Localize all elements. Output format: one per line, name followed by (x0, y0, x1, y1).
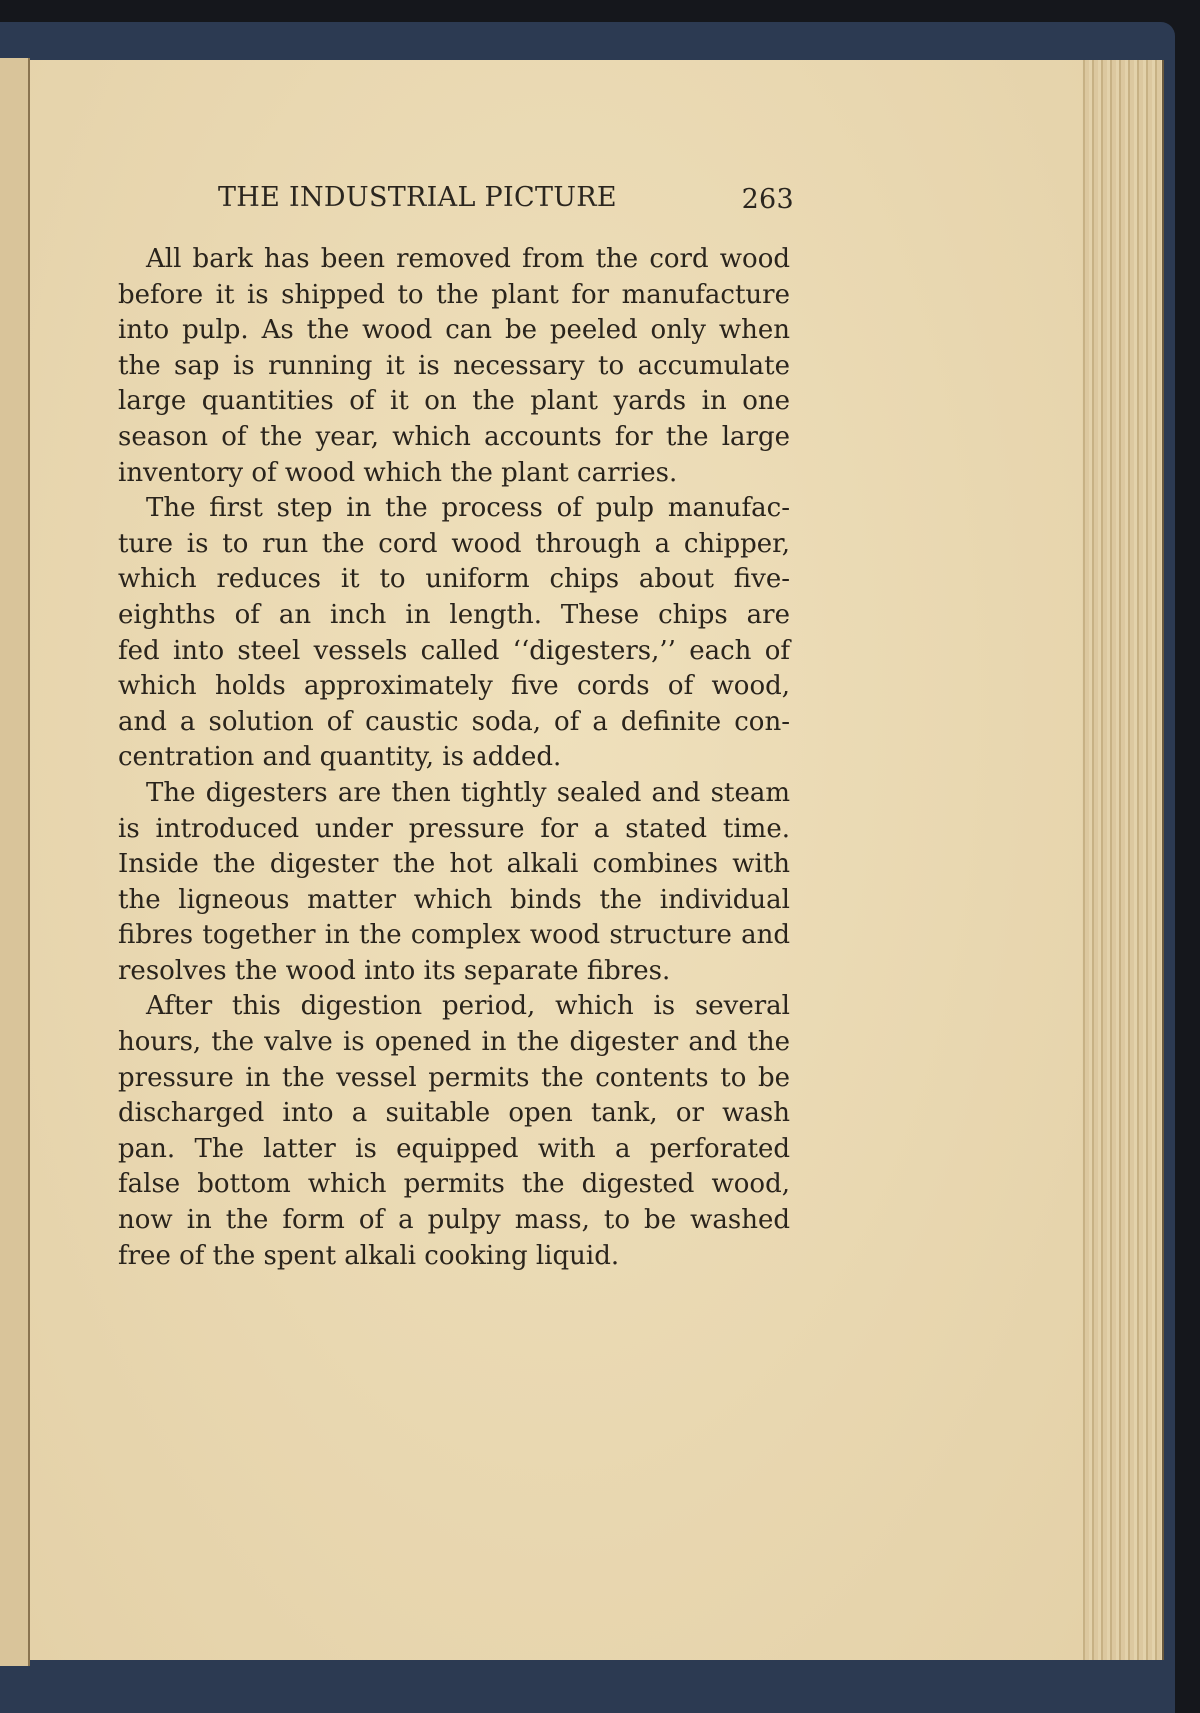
text-line: large quantities of it on the plant yards in one (118, 386, 790, 417)
paragraph (118, 776, 790, 990)
page-number: 263 (741, 184, 794, 215)
paragraph (118, 989, 790, 1274)
text-line: fed into steel vessels called ‘‘digesters,’’ each of (118, 635, 790, 666)
text-line: inventory of wood which the plant carries. (118, 457, 678, 488)
text-line: season of the year, which accounts for the large (118, 421, 790, 452)
text-line: All bark has been removed from the cord wood (146, 244, 790, 274)
text-line: hours, the valve is opened in the digester and the (118, 1027, 790, 1058)
text-line: which reduces it to uniform chips about five- (118, 564, 790, 595)
running-title: THE INDUSTRIAL PICTURE (218, 182, 617, 213)
text-line: fibres together in the complex wood structure and (118, 920, 790, 951)
text-line: The first step in the process of pulp manufac- (146, 493, 790, 524)
page-edges (1080, 60, 1164, 1660)
paragraph (118, 242, 790, 491)
text-line: now in the form of a pulpy mass, to be washed (118, 1205, 790, 1236)
paragraph (118, 491, 790, 776)
text-line: before it is shipped to the plant for manufacture (118, 279, 790, 310)
text-line: the sap is running it is necessary to accumulate (118, 350, 790, 381)
text-line: ture is to run the cord wood through a chipper, (118, 528, 790, 559)
page-body (118, 242, 790, 1274)
text-line: pan. The latter is equipped with a perforated (118, 1133, 790, 1164)
text-line: After this digestion period, which is several (146, 991, 790, 1022)
text-line: Inside the digester the hot alkali combines with (118, 849, 790, 880)
previous-page-edge (0, 58, 30, 1666)
text-line: into pulp. As the wood can be peeled only when (118, 315, 790, 346)
text-line: pressure in the vessel permits the contents to be (118, 1062, 790, 1093)
text-line: is introduced under pressure for a stated time. (118, 813, 790, 844)
text-line: eighths of an inch in length. These chips are (118, 599, 790, 630)
text-line: and a solution of caustic soda, of a definite con- (118, 706, 790, 737)
text-line: resolves the wood into its separate fibres. (118, 955, 671, 986)
text-line: free of the spent alkali cooking liquid. (118, 1240, 620, 1271)
text-line: the ligneous matter which binds the individual (118, 884, 790, 915)
text-line: centration and quantity, is added. (118, 742, 562, 773)
text-line: The digesters are then tightly sealed and steam (146, 777, 790, 808)
text-line: which holds approximately five cords of wood, (118, 671, 790, 702)
text-line: false bottom which permits the digested wood, (118, 1169, 790, 1200)
text-line: discharged into a suitable open tank, or wash (118, 1098, 790, 1129)
